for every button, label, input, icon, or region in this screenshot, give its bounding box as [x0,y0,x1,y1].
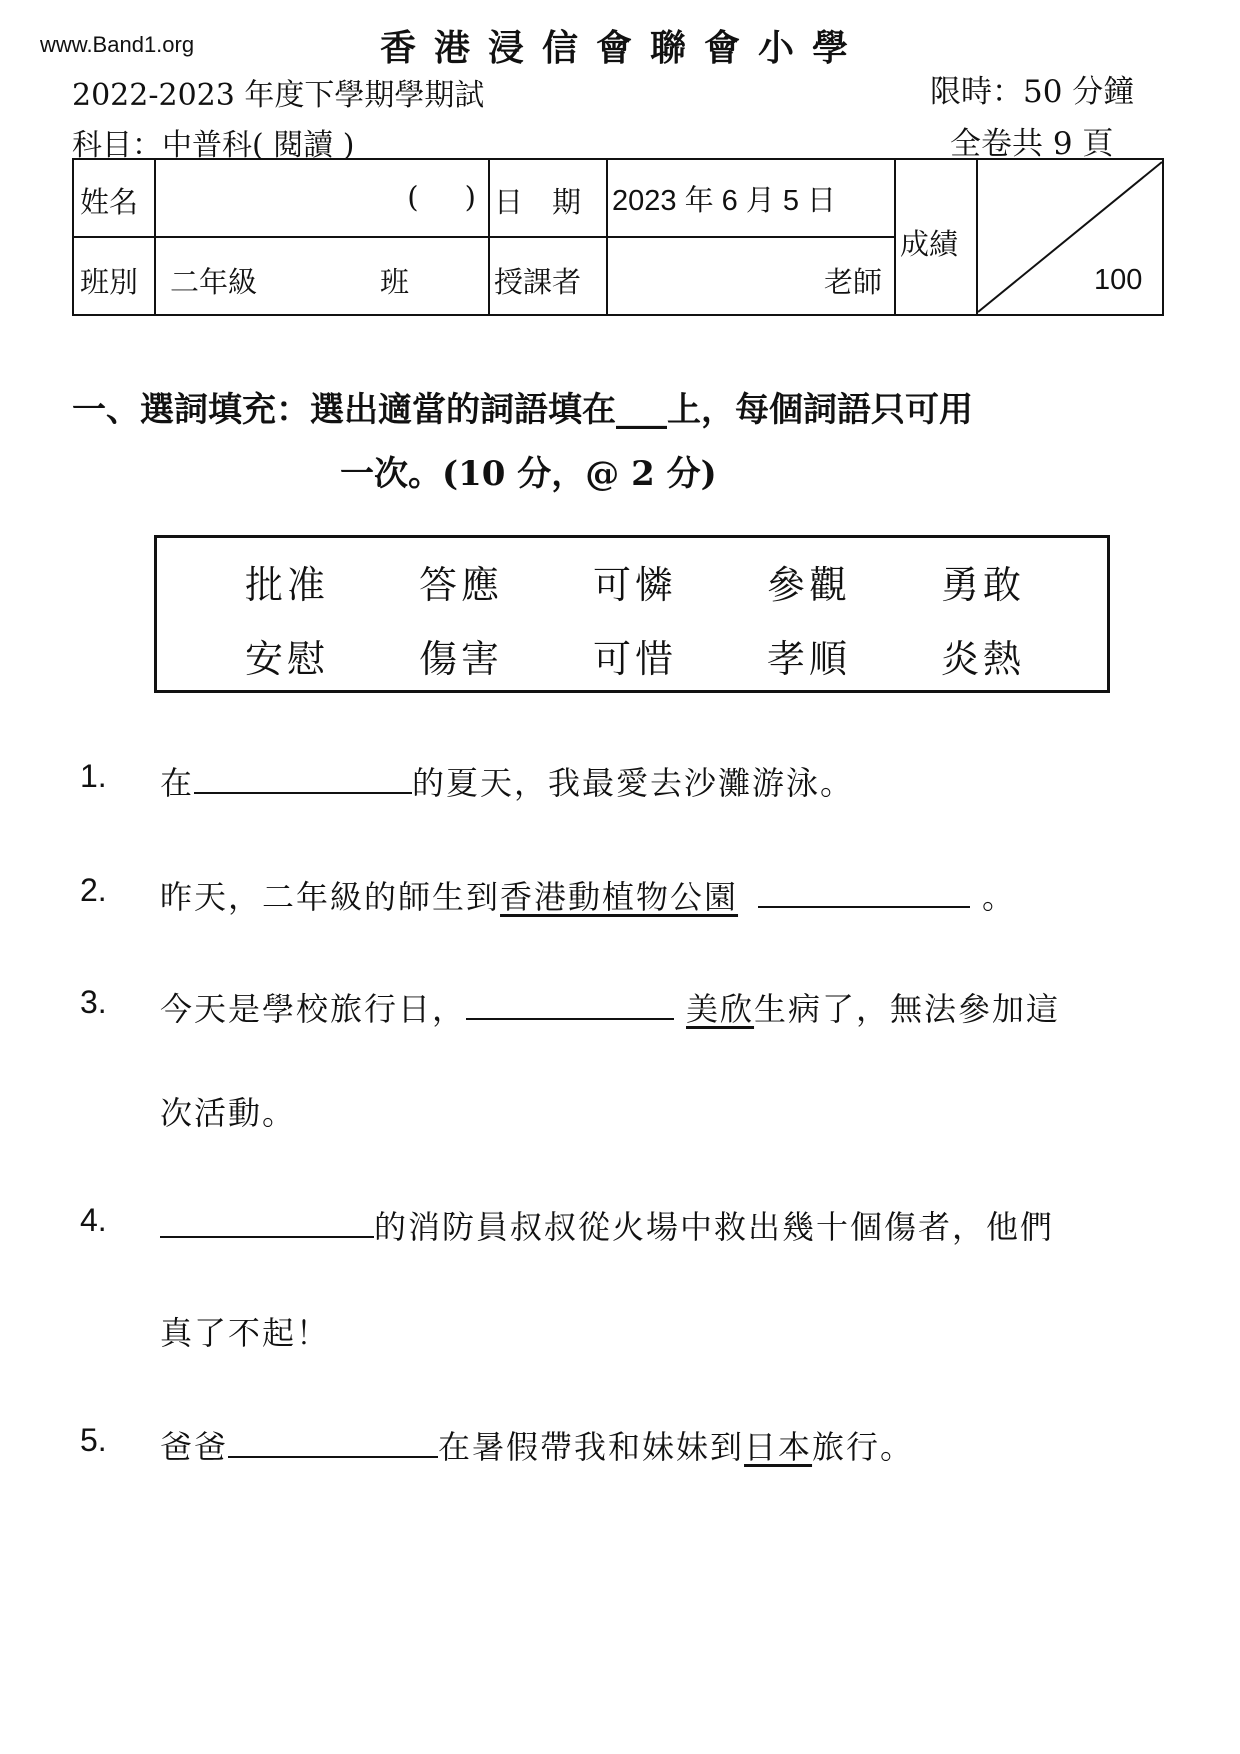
teacher-label: 授課者 [494,265,582,299]
question-text: 今天是學校旅行日， [160,990,467,1028]
question-1 [160,758,854,804]
word-bank-item: 可憐 [593,563,678,607]
proper-noun: 美欣 [686,990,755,1028]
class-label: 班別 [80,265,139,299]
question-text: 的夏天，我最愛去沙灘游泳。 [412,764,855,802]
question-text: 旅行。 [812,1428,915,1466]
question-3 [160,984,1060,1030]
answer-blank[interactable] [758,880,970,908]
question-number: 4. [80,1202,107,1238]
word-bank-item: 傷害 [419,637,504,681]
word-bank-item: 批准 [245,563,330,607]
question-text: 爸爸 [160,1428,229,1466]
word-bank-item: 勇敢 [941,563,1026,607]
time-limit: 限時：50 分鐘 [930,74,1135,110]
proper-noun: 香港動植物公園 [500,878,739,916]
word-bank-item: 答應 [419,563,504,607]
date-value: 2023 年 6 月 5 日 [612,185,837,217]
class-grade: 二年級 [170,265,258,299]
question-number: 5. [80,1422,107,1458]
question-3-line2: 次活動。 [160,1094,297,1132]
question-4 [160,1202,1054,1248]
question-4-line2: 真了不起！ [160,1314,331,1352]
class-field[interactable] [160,244,480,306]
question-2 [160,872,1016,918]
date-label: 日 期 [494,185,582,219]
word-bank [154,535,1110,693]
question-text: 在暑假帶我和妹妹到 [438,1428,745,1466]
question-number: 3. [80,984,107,1020]
word-bank-item: 可惜 [593,637,678,681]
class-number-paren: ( ) [407,180,476,214]
word-bank-item: 孝順 [767,637,852,681]
exam-term: 2022-2023 年度下學期學期試 [72,78,485,113]
question-text: 生病了，無法參加這 [754,990,1061,1028]
answer-blank[interactable] [466,992,674,1020]
school-name: 香港浸信會聯會小學 [380,27,867,69]
student-info-table [72,158,1164,316]
class-suffix: 班 [380,265,410,299]
question-number: 2. [80,872,107,908]
question-text: 。 [982,878,1017,916]
full-marks: 100 [1094,264,1143,296]
subject-label: 科目：中普科( 閱讀 ) [72,128,355,163]
question-text: 的消防員叔叔從火場中救出幾十個傷者，他們 [374,1208,1055,1246]
question-number: 1. [80,758,107,794]
score-label: 成績 [900,227,959,261]
answer-blank[interactable] [194,766,412,794]
question-text: 在 [160,764,195,802]
question-text: 昨天，二年級的師生到 [160,878,501,916]
watermark-text: www.Band1.org [40,32,195,57]
question-5 [160,1422,914,1468]
name-label: 姓名 [80,185,139,219]
word-bank-item: 炎熱 [941,637,1026,681]
proper-noun: 日本 [744,1428,813,1466]
teacher-field[interactable] [612,244,888,306]
total-pages: 全卷共 9 頁 [950,126,1114,162]
teacher-suffix: 老師 [823,265,882,299]
word-bank-item: 安慰 [245,637,330,681]
section-heading-marks: 一次。(10 分，@ 2 分) [340,454,717,494]
answer-blank[interactable] [160,1210,374,1238]
word-bank-item: 參觀 [767,563,852,607]
section-heading: 一、選詞填充：選出適當的詞語填在___上，每個詞語只可用 [72,390,973,430]
answer-blank[interactable] [228,1430,438,1458]
name-field[interactable] [160,168,480,228]
